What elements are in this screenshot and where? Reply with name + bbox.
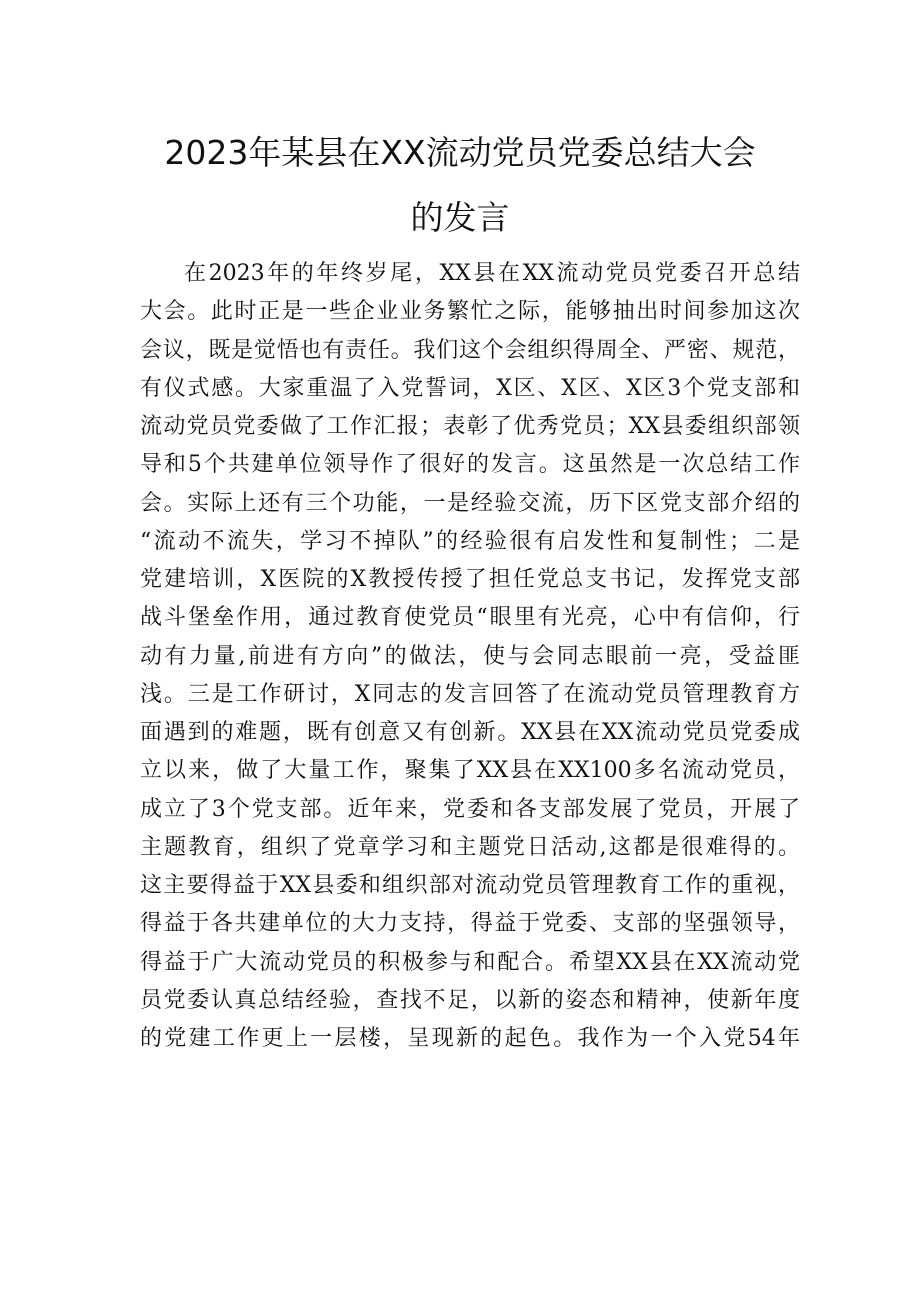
- body-line: 战斗堡垒作用，通过教育使党员“眼里有光亮，心中有信仰，行: [140, 605, 800, 631]
- body-line: 的党建工作更上一层楼，呈现新的起色。我作为一个入党54年: [140, 1026, 800, 1051]
- body-line: 面遇到的难题，既有创意又有创新。XX县在XX流动党员党委成: [140, 720, 800, 745]
- document-title-line-2: 的发言: [410, 198, 510, 237]
- body-line: 动有力量,前进有方向”的做法，使与会同志眼前一亮，受益匪: [140, 643, 800, 669]
- body-line: 会。实际上还有三个功能，一是经验交流，历下区党支部介绍的: [140, 490, 800, 516]
- body-line: 流动党员党委做了工作汇报；表彰了优秀党员；XX县委组织部领: [140, 414, 800, 439]
- body-line: 党建培训，X医院的X教授传授了担任党总支书记，发挥党支部: [140, 567, 800, 592]
- document-body: [140, 255, 800, 1058]
- body-line: 浅。三是工作研讨，X同志的发言回答了在流动党员管理教育方: [140, 681, 800, 707]
- body-line: “流动不流失，学习不掉队”的经验很有启发性和复制性；二是: [140, 528, 800, 554]
- body-line: 得益于广大流动党员的积极参与和配合。希望XX县在XX流动党: [140, 949, 800, 975]
- body-line: 导和5个共建单位领导作了很好的发言。这虽然是一次总结工作: [140, 452, 800, 478]
- body-line: 主题教育，组织了党章学习和主题党日活动,这都是很难得的。: [140, 834, 800, 860]
- body-line: 有仪式感。大家重温了入党誓词，X区、X区、X区3个党支部和: [140, 375, 800, 401]
- body-line: 员党委认真总结经验，查找不足，以新的姿态和精神，使新年度: [140, 987, 800, 1013]
- body-line: 在2023年的年终岁尾，XX县在XX流动党员党委召开总结: [184, 261, 800, 286]
- document-title-line-1: 2023年某县在XX流动党员党委总结大会: [164, 133, 756, 172]
- body-line: 会议，既是觉悟也有责任。我们这个会组织得周全、严密、规范，: [140, 337, 800, 363]
- body-line: 立以来，做了大量工作，聚集了XX县在XX100多名流动党员，: [140, 758, 800, 784]
- body-line: 得益于各共建单位的大力支持，得益于党委、支部的坚强领导，: [140, 911, 800, 937]
- body-line: 成立了3个党支部。近年来，党委和各支部发展了党员，开展了: [140, 796, 800, 822]
- body-line: 这主要得益于XX县委和组织部对流动党员管理教育工作的重视，: [140, 873, 800, 898]
- body-line: 大会。此时正是一些企业业务繁忙之际，能够抽出时间参加这次: [140, 299, 800, 325]
